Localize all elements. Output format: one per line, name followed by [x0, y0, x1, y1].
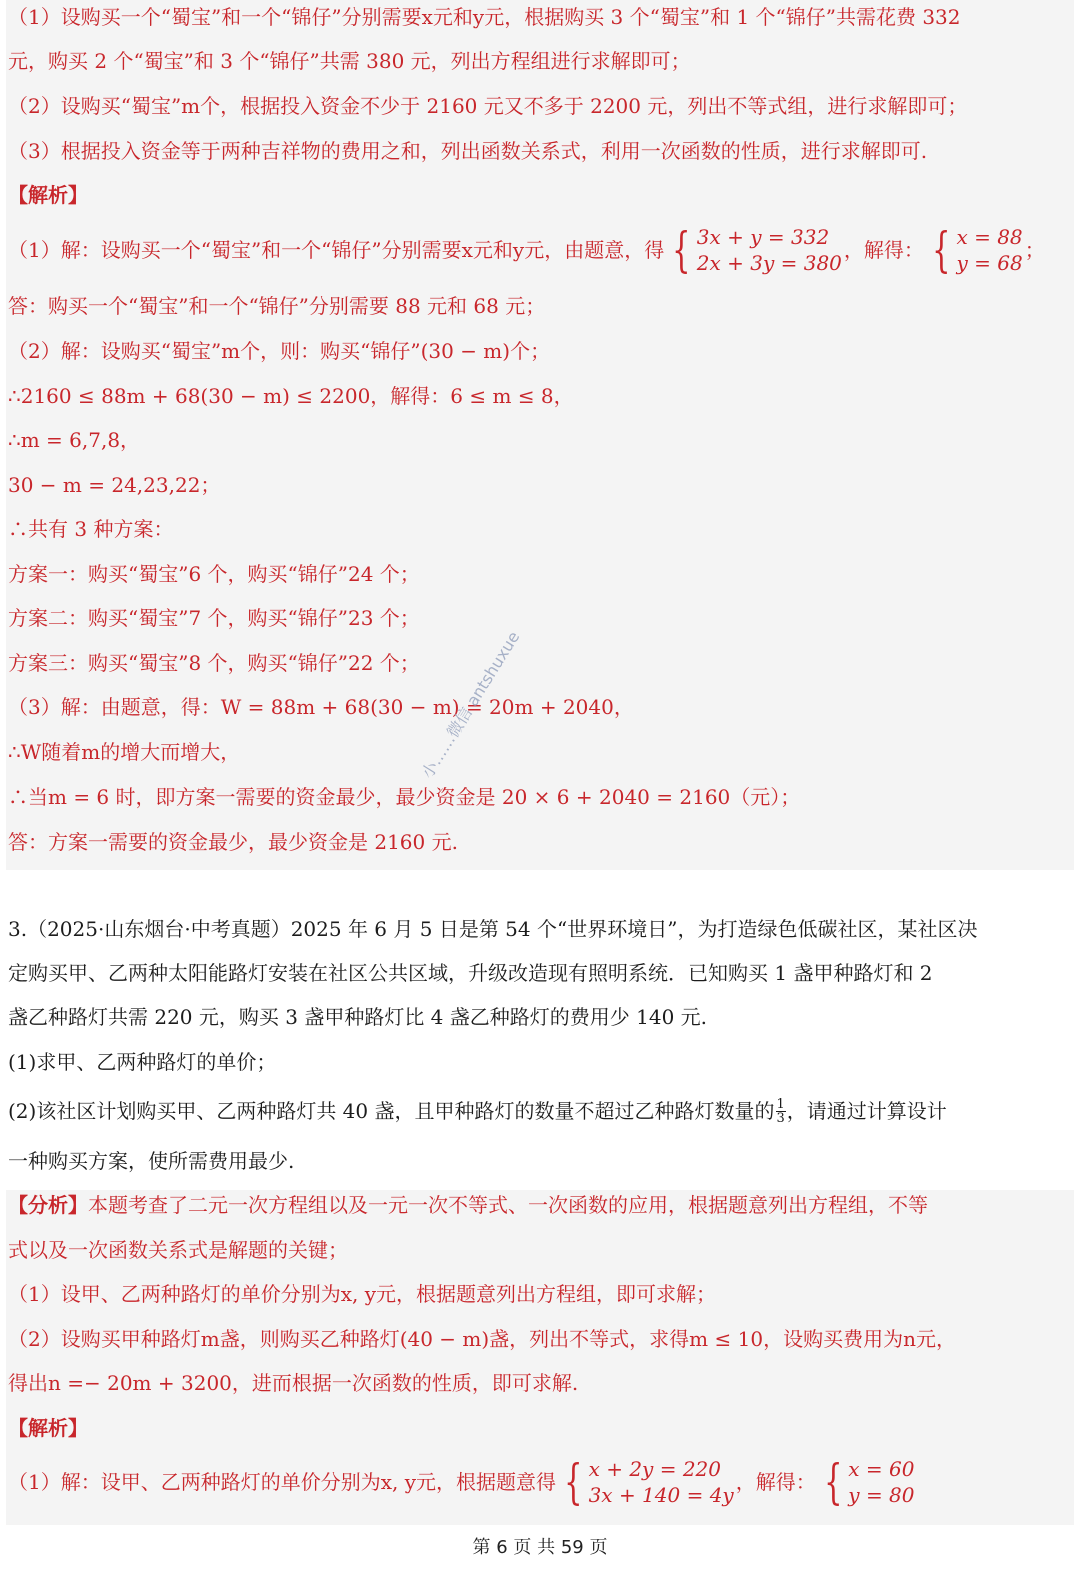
watermark: 小……微信 antshuxue — [417, 627, 524, 782]
problem-part-2-end: ，请通过计算设计 — [786, 1099, 947, 1123]
equation-3a: x + 2y = 220 — [588, 1457, 721, 1481]
solution-line-9: 方案二：购买“蜀宝”7 个，购买“锦仔”23 个； — [8, 606, 420, 630]
analysis-line-3: （2）设购买“蜀宝”m个，根据投入资金不少于 2160 元又不多于 2200 元，列出不等式组，进行求解即可； — [8, 94, 968, 118]
result-3a: x = 60 — [848, 1457, 915, 1481]
page-footer: 第 6 页 共 59 页 — [472, 1537, 608, 1558]
solution-line-8: 方案一：购买“蜀宝”6 个，购买“锦仔”24 个； — [8, 562, 420, 586]
fenxi-line-5: 得出n =− 20m + 3200，进而根据一次函数的性质，即可求解. — [8, 1371, 579, 1395]
equation-1b: 2x + 3y = 380 — [696, 251, 842, 275]
analysis-line-4: （3）根据投入资金等于两种吉祥物的费用之和，列出函数关系式，利用一次函数的性质，进行求解即可. — [8, 139, 928, 163]
solution-line-7: ∴共有 3 种方案： — [8, 517, 174, 541]
solution-line-2: 答：购买一个“蜀宝”和一个“锦仔”分别需要 88 元和 68 元； — [8, 294, 546, 318]
solution-line-5: ∴m = 6,7,8， — [8, 428, 141, 452]
brace-icon: { — [564, 1454, 583, 1510]
problem-part-2 — [8, 1094, 1074, 1128]
solution-3-text: （1）解：设甲、乙两种路灯的单价分别为x, y元，根据题意得 — [8, 1470, 557, 1494]
solution-1-text: （1）解：设购买一个“蜀宝”和一个“锦仔”分别需要x元和y元，由题意，得 — [8, 238, 665, 262]
solution-line-13: ∴当m = 6 时，即方案一需要的资金最少，最少资金是 20 × 6 + 2040 = 2160（元）； — [8, 785, 801, 809]
solution-line-11: （3）解：由题意，得：W = 88m + 68(30 − m) = 20m + 2040， — [8, 695, 634, 719]
result-1a: x = 88 — [956, 225, 1023, 249]
solution-3-line-1 — [8, 1456, 1074, 1508]
solution-system-1 — [926, 224, 1023, 276]
solution-line-12: ∴W随着m的增大而增大， — [8, 740, 241, 764]
jiexi-heading-1: 【解析】 — [8, 183, 88, 207]
solution-line-3: （2）解：设购买“蜀宝”m个，则：购买“锦仔”(30 − m)个； — [8, 339, 551, 363]
problem-line-3: 盏乙种路灯共需 220 元，购买 3 盏甲种路灯比 4 盏乙种路灯的费用少 140 元. — [8, 1005, 708, 1029]
analysis-line-1: （1）设购买一个“蜀宝”和一个“锦仔”分别需要x元和y元，根据购买 3 个“蜀宝”和 1 个“锦仔”共需花费 332 — [8, 5, 961, 29]
result-3b: y = 80 — [848, 1483, 915, 1507]
solution-line-1 — [8, 224, 1074, 276]
result-1b: y = 68 — [956, 251, 1023, 275]
problem-part-2-text: (2)该社区计划购买甲、乙两种路灯共 40 盏，且甲种路灯的数量不超过乙种路灯数量的 — [8, 1099, 775, 1123]
solve-text-3: ，解得： — [735, 1470, 816, 1494]
fenxi-line-3: （1）设甲、乙两种路灯的单价分别为x, y元，根据题意列出方程组，即可求解； — [8, 1282, 717, 1306]
solve-text-1: ，解得： — [843, 238, 924, 262]
brace-icon: { — [932, 222, 951, 278]
fenxi-heading: 【分析】 — [8, 1193, 88, 1217]
fenxi-line-2: 式以及一次函数关系式是解题的关键； — [8, 1238, 348, 1262]
solution-line-14: 答：方案一需要的资金最少，最少资金是 2160 元. — [8, 830, 458, 854]
problem-line-2: 定购买甲、乙两种太阳能路灯安装在社区公共区域，升级改造现有照明系统．已知购买 1 盏甲种路灯和 2 — [8, 961, 933, 985]
solution-1-end: ； — [1024, 238, 1045, 262]
solution-system-3 — [818, 1456, 915, 1508]
fraction-one-third: $\frac{1}{3}$ — [776, 1096, 785, 1126]
problem-part-1: (1)求甲、乙两种路灯的单价； — [8, 1050, 277, 1074]
fenxi-line-1 — [8, 1192, 1074, 1218]
analysis-line-2: 元，购买 2 个“蜀宝”和 3 个“锦仔”共需 380 元，列出方程组进行求解即可； — [8, 49, 691, 73]
fenxi-text-1: 本题考查了二元一次方程组以及一元一次不等式、一次函数的应用，根据题意列出方程组，不等 — [88, 1193, 928, 1217]
solution-line-10: 方案三：购买“蜀宝”8 个，购买“锦仔”22 个； — [8, 651, 420, 675]
jiexi-heading-2: 【解析】 — [8, 1416, 88, 1440]
equation-3b: 3x + 140 = 4y — [588, 1483, 734, 1507]
brace-icon: { — [672, 222, 691, 278]
solution-line-6: 30 − m = 24,23,22； — [8, 473, 221, 497]
equation-1a: 3x + y = 332 — [696, 225, 830, 249]
solution-line-4: ∴2160 ≤ 88m + 68(30 − m) ≤ 2200，解得：6 ≤ m ≤ 8， — [8, 384, 574, 408]
equation-system-3 — [558, 1456, 734, 1508]
fenxi-line-4: （2）设购买甲种路灯m盏，则购买乙种路灯(40 − m)盏，列出不等式，求得m ≤ 10，设购买费用为n元， — [8, 1327, 956, 1351]
problem-line-1: 3.（2025·山东烟台·中考真题）2025 年 6 月 5 日是第 54 个“世界环境日”，为打造绿色低碳社区，某社区决 — [8, 917, 978, 941]
problem-line-6: 一种购买方案，使所需费用最少. — [8, 1149, 295, 1173]
brace-icon: { — [823, 1454, 843, 1510]
equation-system-1 — [666, 224, 842, 276]
